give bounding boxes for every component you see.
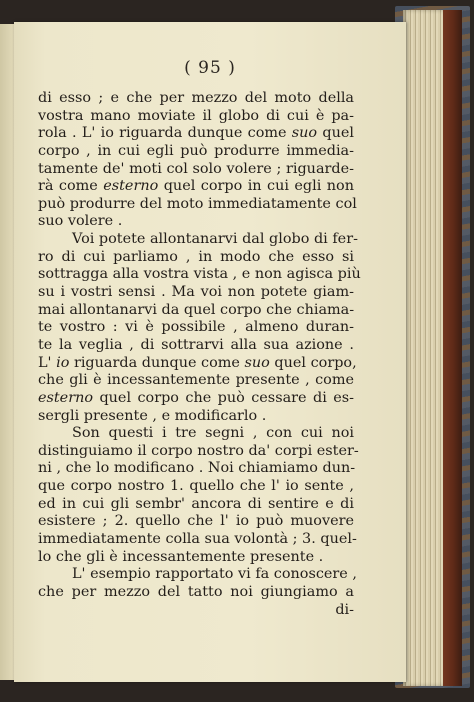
text-span: L' esempio rapportato vi fa conoscere , (72, 566, 357, 583)
text-line (38, 337, 354, 355)
cover-spine (440, 10, 462, 686)
text-span: sergli presente , e modificarlo . (38, 407, 267, 424)
text-line (38, 143, 354, 161)
text-line (38, 425, 354, 443)
italic-word: suo (244, 354, 270, 371)
italic-word: esterno (103, 178, 159, 195)
text-line (38, 231, 358, 249)
text-span: tamente de' moti col solo volere ; riguarde- (38, 160, 354, 177)
text-span: quel (317, 125, 354, 142)
text-line (38, 266, 361, 284)
text-span: te la veglia , di sottrarvi alla sua azione . (38, 336, 354, 353)
text-line (38, 390, 354, 408)
body-text (38, 90, 361, 619)
text-span: L' (38, 354, 57, 371)
text-line (38, 354, 357, 373)
text-span: que corpo nostro 1. quello che l' io sente , (38, 478, 354, 495)
text-span: Son questi i tre segni , con cui noi (72, 425, 354, 442)
text-span: può produrre del moto immediatamente col (38, 195, 357, 212)
text-span: esistere ; 2. quello che l' io può muovere (38, 513, 354, 530)
text-line (38, 249, 354, 267)
book-page (14, 22, 406, 682)
text-line (38, 108, 354, 126)
text-span: ed in cui gli sembr' ancora di sentire e di (38, 495, 354, 512)
text-line (38, 549, 354, 567)
text-span: immediatamente colla sua volontà ; 3. quel- (38, 531, 357, 548)
italic-word: io (56, 354, 70, 371)
text-span: mai allontanarvi da quel corpo che chiama- (38, 301, 355, 318)
text-span: lo che gli è incessantemente presente . (38, 548, 324, 565)
page-edges (403, 10, 443, 686)
text-line (38, 408, 354, 426)
text-span: che per mezzo del tatto noi giungiamo a (38, 583, 354, 600)
page-number: ( 95 ) (184, 58, 236, 78)
text-line (38, 178, 354, 196)
text-line (38, 602, 354, 620)
text-span: che gli è incessantemente presente , come (38, 372, 354, 389)
text-span: vostra mano moviate il globo di cui è pa- (38, 107, 354, 124)
text-line (38, 90, 354, 108)
text-span: Voi potete allontanarvi dal globo di fer- (72, 231, 358, 248)
text-span: su i vostri sensi . Ma voi non potete giam- (38, 284, 354, 301)
text-span: quel corpo in cui egli non (158, 178, 354, 195)
text-span: quel corpo che può cessare di es- (93, 389, 354, 406)
text-line (38, 531, 357, 549)
text-span: di- (335, 601, 354, 618)
text-line (38, 372, 354, 390)
text-span: sottragga alla vostra vista , e non agisca più (38, 266, 361, 283)
italic-word: esterno (38, 389, 94, 406)
text-span: ni , che lo modificano . Noi chiamiamo dun- (38, 460, 356, 477)
text-span: rola . L' io riguarda dunque come (38, 125, 292, 142)
text-span: suo volere . (38, 213, 123, 230)
text-span: riguarda dunque come (69, 354, 245, 371)
text-line (38, 161, 354, 179)
text-line (38, 125, 354, 143)
text-line (38, 442, 359, 461)
text-span: quel corpo, (269, 354, 357, 371)
text-span: distinguiamo il corpo nostro da' corpi ester- (38, 442, 359, 459)
text-line (38, 284, 354, 302)
text-line (38, 213, 354, 231)
text-span: corpo , in cui egli può produrre immedia- (38, 142, 354, 159)
text-span: di esso ; e che per mezzo del moto della (38, 90, 354, 106)
text-line (38, 302, 354, 320)
text-span: te vostro : vi è possibile , almeno duran- (38, 319, 354, 336)
text-line (38, 460, 354, 478)
text-line (38, 566, 357, 584)
text-line (38, 319, 354, 337)
text-span: rà come (38, 178, 104, 195)
text-line (38, 195, 357, 214)
text-line (38, 496, 354, 514)
text-line (38, 513, 354, 531)
text-span: ro di cui parliamo , in modo che esso si (38, 248, 354, 265)
text-line (38, 478, 354, 496)
italic-word: suo (291, 125, 318, 142)
text-line (38, 584, 354, 602)
